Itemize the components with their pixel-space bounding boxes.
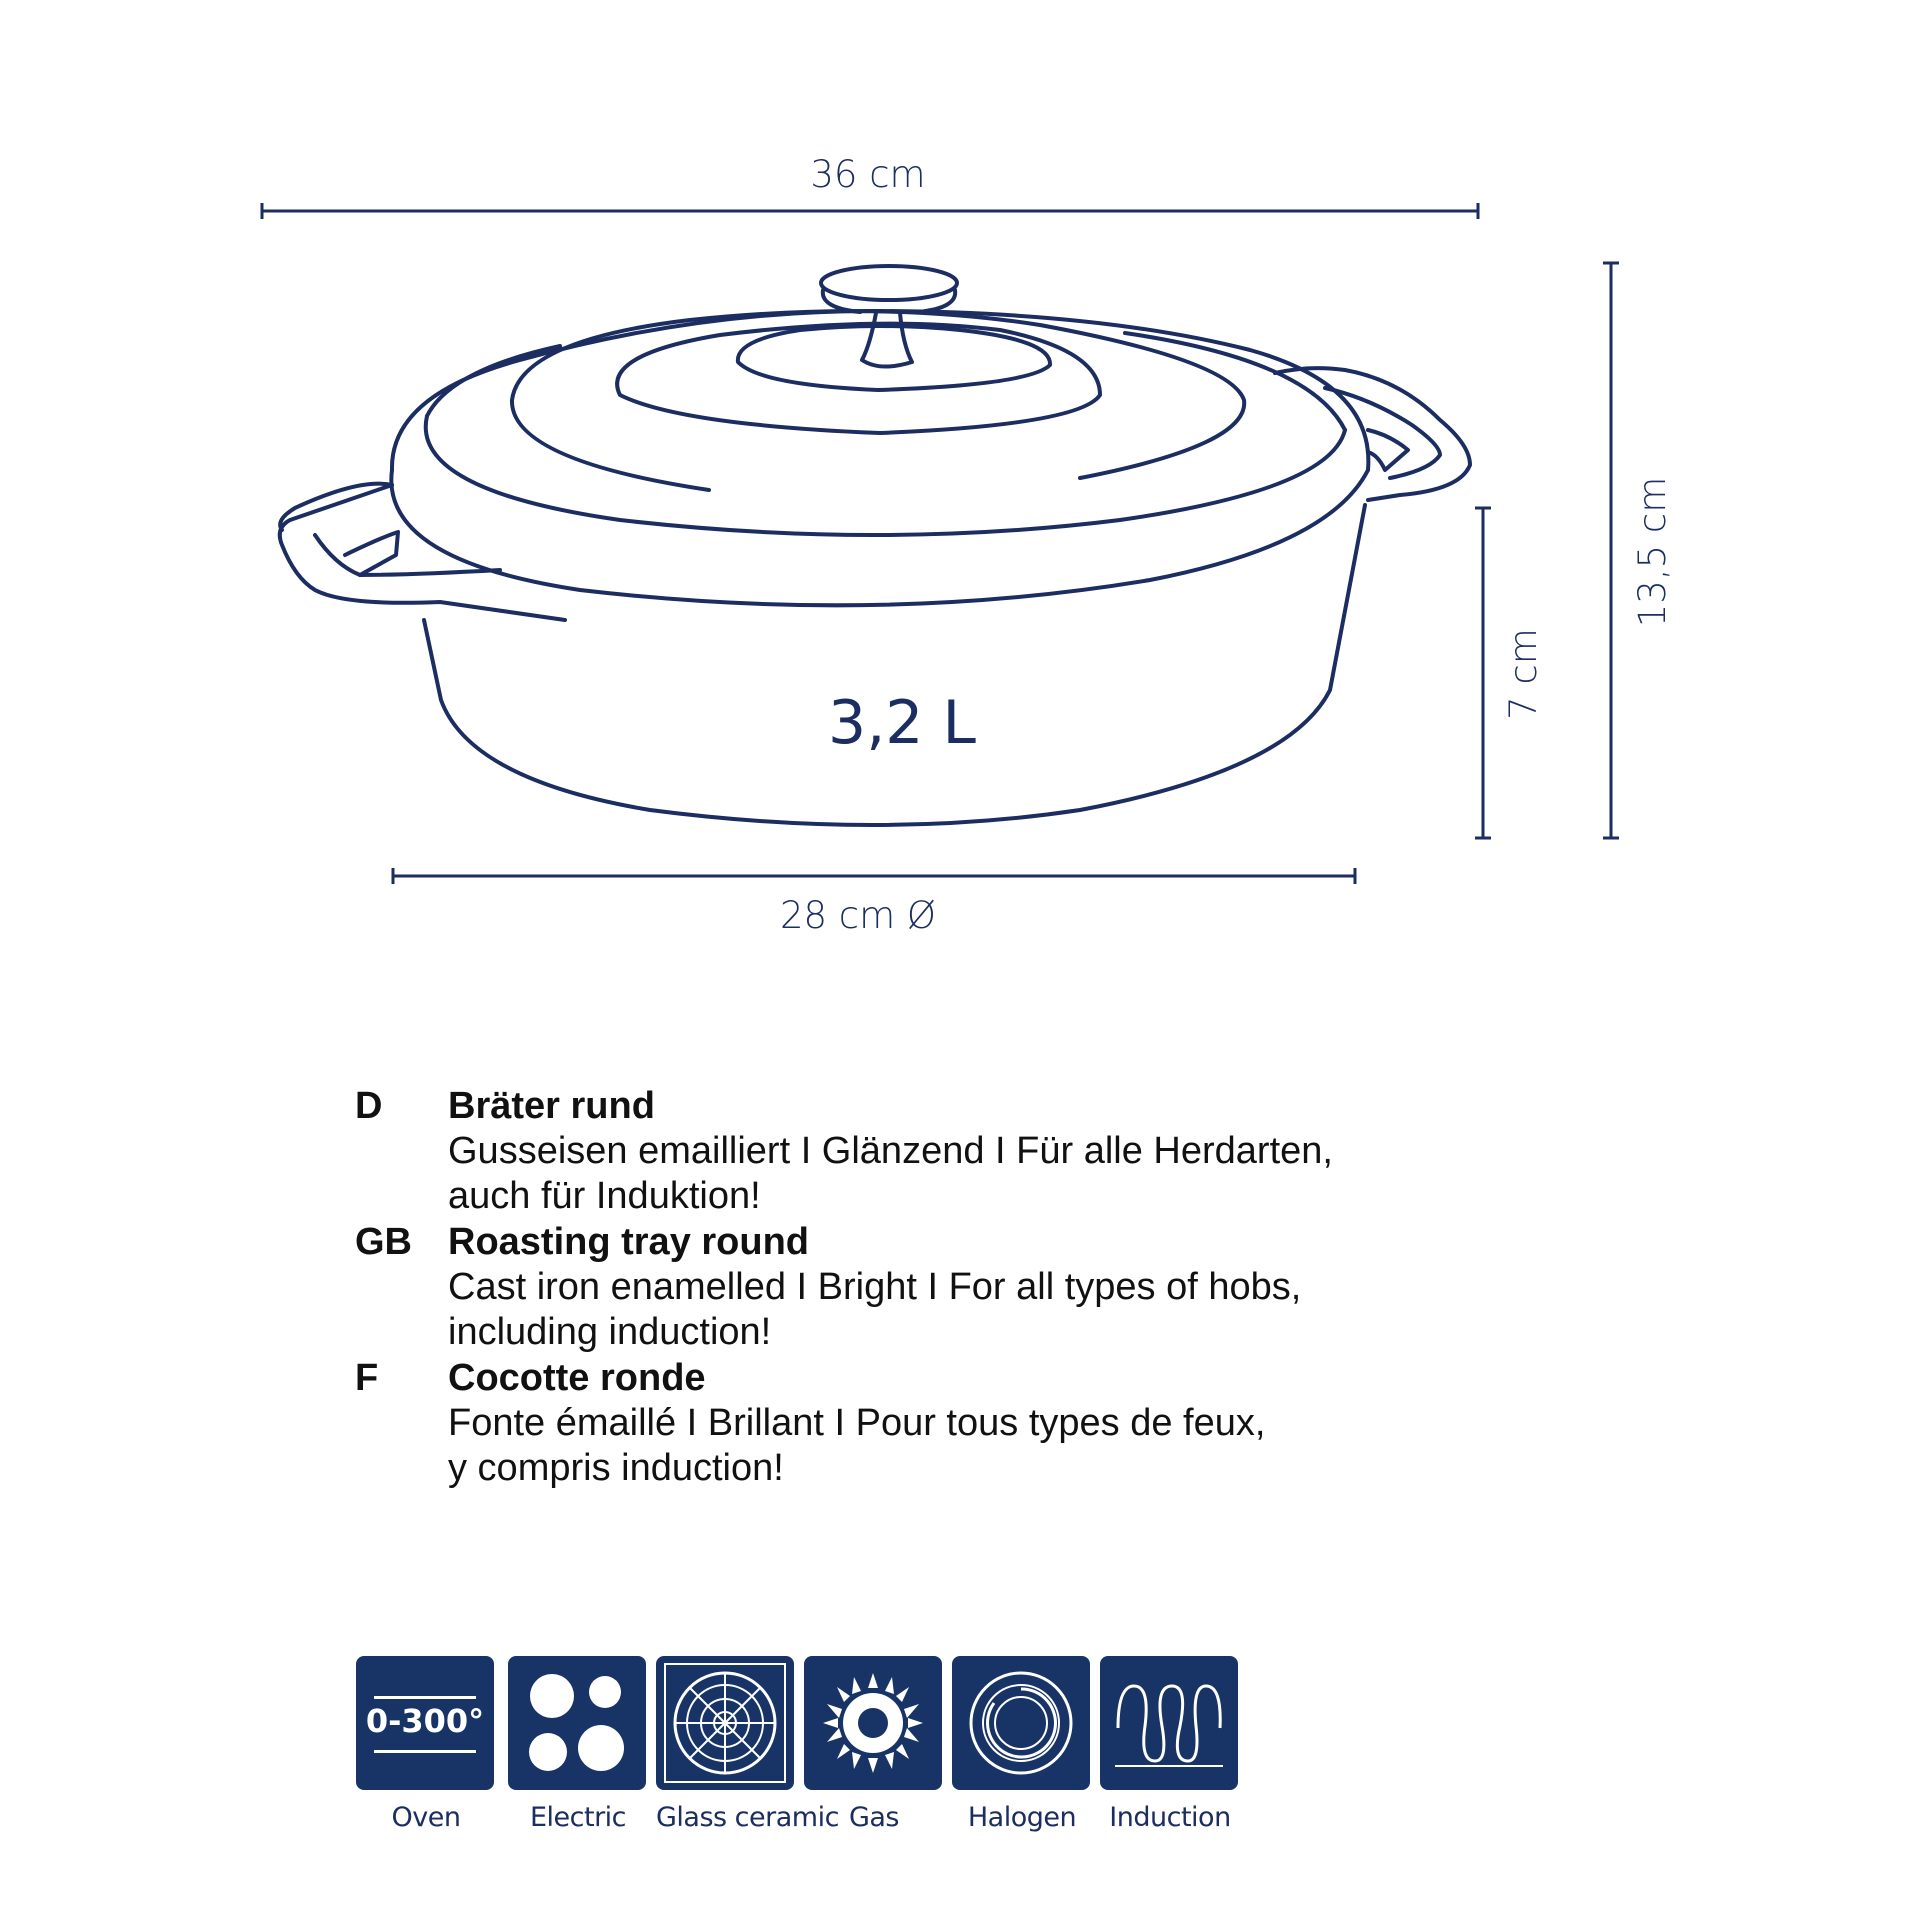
description-gb xyxy=(355,1219,1555,1355)
roaster-drawing xyxy=(280,266,1470,825)
description-line: y compris induction! xyxy=(448,1447,784,1489)
language-code: D xyxy=(355,1085,383,1127)
oven-icon xyxy=(356,1656,494,1790)
induction-label: Induction xyxy=(1109,1802,1231,1833)
description-de xyxy=(355,1083,1555,1219)
gas-hob-icon xyxy=(804,1656,942,1790)
halogen-label: Halogen xyxy=(967,1802,1077,1833)
base-diameter-label: 28 cm Ø xyxy=(779,894,937,937)
description-line: auch für Induktion! xyxy=(448,1175,761,1217)
gas-label: Gas xyxy=(848,1802,900,1833)
product-descriptions xyxy=(355,1083,1555,1491)
product-title: Roasting tray round xyxy=(448,1221,810,1263)
product-title: Cocotte ronde xyxy=(448,1357,706,1399)
total-height-dimension xyxy=(1603,263,1674,838)
electric-icon-cell xyxy=(508,1656,648,1833)
halogen-hob-icon xyxy=(952,1656,1090,1790)
electric-hob-icon xyxy=(508,1656,646,1790)
electric-label: Electric xyxy=(529,1802,627,1833)
overall-width-label: 36 cm xyxy=(810,153,926,196)
description-line: Fonte émaillé I Brillant I Pour tous types de feux, xyxy=(448,1402,1266,1444)
induction-icon-cell xyxy=(1100,1656,1240,1833)
overall-width-dimension xyxy=(262,153,1478,219)
oven-temperature: 0-300° xyxy=(365,1702,485,1740)
language-code: F xyxy=(355,1357,379,1399)
description-line: including induction! xyxy=(448,1311,772,1353)
description-line: Cast iron enamelled I Bright I For all types of hobs, xyxy=(448,1266,1302,1308)
gas-icon-cell xyxy=(804,1656,944,1833)
base-diameter-dimension xyxy=(393,868,1355,937)
body-height-dimension xyxy=(1475,508,1545,838)
body-height-label: 7 cm xyxy=(1502,628,1545,720)
total-height-label: 13,5 cm xyxy=(1631,476,1674,628)
oven-label: Oven xyxy=(391,1802,461,1833)
glass-ceramic-label: Glass ceramic xyxy=(656,1802,839,1833)
induction-hob-icon xyxy=(1100,1656,1238,1790)
halogen-icon-cell xyxy=(952,1656,1092,1833)
description-f xyxy=(355,1355,1555,1491)
glass-ceramic-icon-cell xyxy=(656,1656,839,1833)
language-code: GB xyxy=(355,1221,412,1263)
oven-icon-cell xyxy=(356,1656,496,1833)
product-title: Bräter rund xyxy=(448,1085,655,1127)
volume-label: 3,2 L xyxy=(828,688,976,758)
hob-compatibility-icons xyxy=(356,1656,1356,1833)
description-line: Gusseisen emailliert I Glänzend I Für alle Herdarten, xyxy=(448,1130,1333,1172)
glass-ceramic-hob-icon xyxy=(656,1656,794,1790)
